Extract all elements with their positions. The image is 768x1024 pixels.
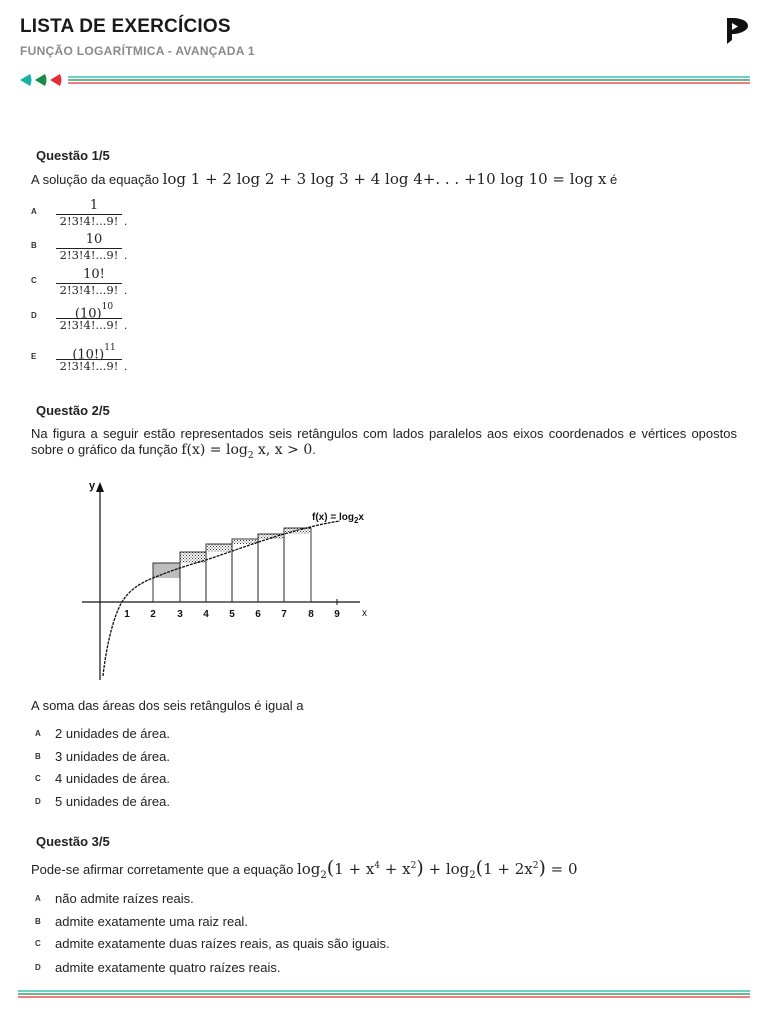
option-letter: A (31, 207, 37, 216)
tick-label: 1 (124, 609, 130, 620)
option-text: 5 unidades de área. (55, 793, 170, 809)
rectangle (232, 539, 258, 602)
option-letter: D (35, 796, 41, 806)
q1-option-c[interactable] (31, 267, 132, 297)
tick-label: 5 (229, 609, 235, 620)
numerator-exponent: 10 (101, 302, 114, 312)
option-letter: B (35, 751, 41, 761)
q2-option-a[interactable] (31, 723, 170, 743)
question-3-intro: Pode-se afirmar corretamente que a equação (31, 862, 297, 877)
option-letter: C (31, 276, 37, 285)
q1-option-e[interactable] (31, 343, 132, 373)
rectangle (258, 534, 284, 602)
option-end: . (124, 318, 128, 332)
option-text: 2 unidades de área. (55, 725, 170, 741)
question-2-function: $f(x) = \log_2 x$, x > 0 (181, 442, 313, 461)
q2-option-d[interactable] (31, 791, 170, 811)
x-ticks (124, 609, 340, 620)
question-1-label: Questão 1/5 (36, 148, 110, 163)
numerator-base: (10!) (72, 347, 105, 363)
q1-option-b[interactable] (31, 232, 132, 262)
accent-green-icon (35, 74, 47, 86)
tick-label: 9 (334, 609, 340, 620)
y-axis-label: y (89, 480, 96, 492)
option-letter: D (31, 311, 37, 320)
q2-option-c[interactable] (31, 768, 170, 788)
question-1-outro: é (606, 172, 618, 187)
question-3-label: Questão 3/5 (36, 834, 110, 849)
tick-label: 8 (308, 609, 314, 620)
fraction-denominator: 2!3!4!...9! (59, 283, 119, 297)
q3-option-c[interactable] (31, 933, 390, 953)
option-text: 4 unidades de área. (55, 770, 170, 786)
play-logo-icon (722, 16, 752, 46)
curve-label: $f(x) = \log_2x$ (312, 512, 364, 525)
page-subtitle: FUNÇÃO LOGARÍTMICA - AVANÇADA 1 (20, 44, 255, 58)
question-1-equation: log 1 + 2 log 2 + 3 log 3 + 4 log 4+. . . +10 log 10 = log x (162, 170, 607, 188)
fraction-denominator: 2!3!4!...9! (59, 214, 119, 228)
question-1-text (31, 170, 617, 188)
option-text: 3 unidades de área. (55, 748, 170, 764)
fraction-denominator: 2!3!4!...9! (59, 248, 119, 262)
question-2-label: Questão 2/5 (36, 403, 110, 418)
q1-option-d[interactable] (31, 302, 132, 332)
q3-option-d[interactable] (31, 957, 280, 977)
option-end: . (124, 248, 128, 262)
rectangle (284, 528, 311, 602)
accent-red-icon (50, 74, 62, 86)
question-2-text: Na figura a seguir estão representados seis retângulos com lados paralelos aos eixos coordenados e vértices opostos sobre o gráfico da função $f(x) = \log_2 x$, x > 0. (31, 426, 737, 461)
q2-option-b[interactable] (31, 746, 170, 766)
q1-option-a[interactable] (31, 198, 132, 228)
question-3-equation: $\log_2(1 + x^4 + x^2) + \log_2(1 + 2x^2) = 0$ (296, 857, 578, 881)
question-2-statement: Na figura a seguir estão representados seis retângulos com lados paralelos aos eixos coordenados e vértices opostos sobre o gráfico da função (31, 426, 737, 457)
y-axis-arrow-icon (96, 482, 104, 492)
numerator-exponent: 11 (104, 343, 116, 353)
log-graph-figure (70, 472, 382, 682)
header-decoration (18, 72, 750, 88)
fraction-numerator: 10 (85, 232, 103, 247)
tick-label: 6 (255, 609, 261, 620)
option-letter: A (35, 893, 41, 903)
tick-label: 2 (150, 609, 156, 620)
fraction-numerator (56, 343, 132, 363)
tick-label: 3 (177, 609, 183, 620)
question-2-prompt: A soma das áreas dos seis retângulos é igual a (31, 698, 304, 713)
fraction-denominator: 2!3!4!...9! (59, 318, 119, 332)
page-title: LISTA DE EXERCÍCIOS (20, 16, 231, 37)
accent-teal-icon (20, 74, 32, 86)
option-text: admite exatamente uma raiz real. (55, 913, 248, 929)
option-letter: C (35, 773, 41, 783)
fraction-numerator: 10! (83, 267, 105, 282)
option-letter: D (35, 962, 41, 972)
option-letter: A (35, 728, 41, 738)
footer-decoration (18, 988, 750, 1000)
option-end: . (124, 214, 128, 228)
fraction-numerator: 1 (89, 198, 99, 213)
q3-option-b[interactable] (31, 911, 248, 931)
option-text: admite exatamente quatro raízes reais. (55, 959, 281, 975)
numerator-base: (10) (74, 306, 102, 322)
tick-label: 7 (281, 609, 287, 620)
option-letter: B (35, 916, 41, 926)
q3-option-a[interactable] (31, 888, 194, 908)
option-letter: E (31, 352, 37, 361)
x-axis-label: x (362, 608, 367, 619)
option-end: . (124, 359, 128, 373)
tick-label: 4 (203, 609, 209, 620)
question-3-text (31, 857, 578, 881)
fraction-denominator: 2!3!4!...9! (59, 359, 119, 373)
option-letter: B (31, 241, 37, 250)
option-text: admite exatamente duas raízes reais, as quais são iguais. (55, 935, 390, 951)
option-text: não admite raízes reais. (55, 890, 194, 906)
option-end: . (124, 283, 128, 297)
fraction-numerator (56, 302, 132, 322)
option-letter: C (35, 938, 41, 948)
question-1-intro: A solução da equação (31, 172, 163, 187)
